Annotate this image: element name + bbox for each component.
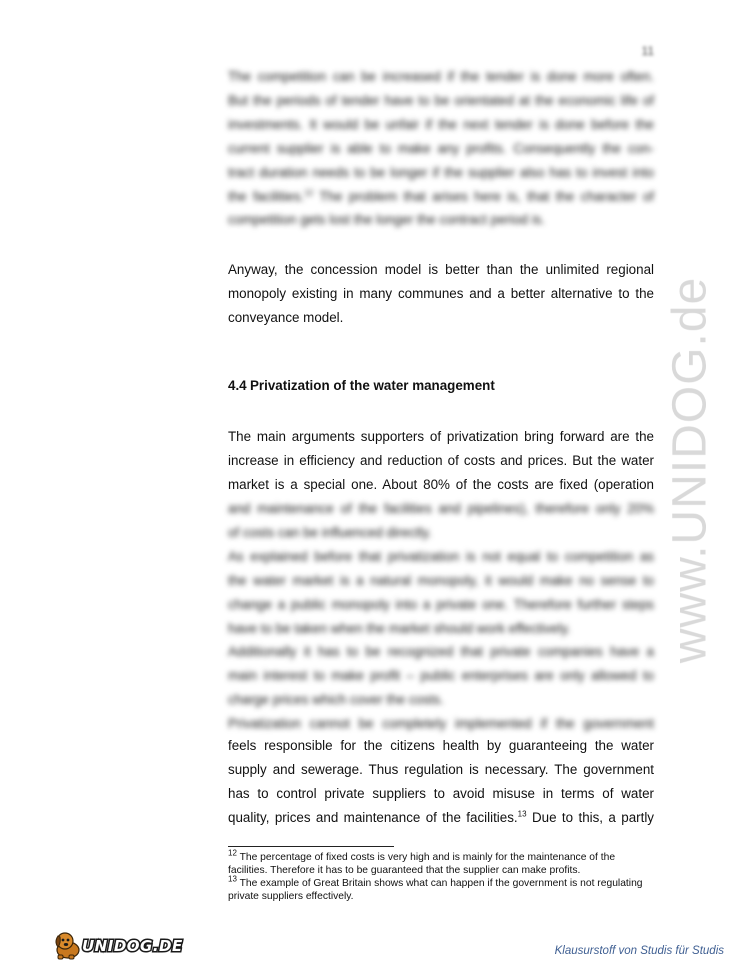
- text-fragment: The problem that arises here is, that the character of: [313, 188, 654, 204]
- footnote-text: The percentage of fixed costs is very high and is mainly for the maintenance of the facilities. Therefore it has to be guaranteed that the supplier can make profits.: [228, 852, 616, 876]
- text-line: market is a special one. About 80% of the costs are fixed (operation: [228, 476, 654, 492]
- text-line: current supplier is able to make any profits. Consequently the con-: [228, 140, 654, 156]
- text-line: have to be taken when the market should work effectively.: [228, 620, 571, 636]
- text-line: As explained before that privatization is not equal to competition as: [228, 548, 654, 564]
- paragraph-privatization-start: [228, 425, 654, 497]
- text-line: The competition can be increased if the tender is done more often.: [228, 69, 654, 84]
- text-line: change a public monopoly into a private one. Therefore further steps: [228, 596, 654, 612]
- text-line: [228, 185, 654, 209]
- text-line: of costs can be influenced directly.: [228, 524, 432, 540]
- text-line: investments. It would be unfair if the next tender is done before the: [228, 116, 654, 132]
- text-line: has to control private suppliers to avoid misuse in terms of water: [228, 785, 654, 801]
- text-line: Privatization cannot be completely implemented if the government: [228, 716, 654, 732]
- paragraph-text: Anyway, the concession model is better than the unlimited regional monopoly existing in many communes and a better alternative to the conveyance model.: [228, 262, 654, 325]
- footnote-number: 13: [228, 874, 237, 884]
- section-title: Privatization of the water management: [250, 378, 495, 393]
- text-line: tract duration needs to be longer if the supplier also has to invest into: [228, 164, 654, 180]
- text-line: supply and sewerage. Thus regulation is necessary. The government: [228, 761, 654, 777]
- footnotes: [228, 848, 654, 903]
- text-line: the water market is a natural monopoly, it would make no sense to: [228, 572, 654, 588]
- paragraph-concession: [228, 258, 654, 330]
- text-line: charge prices which cover the costs.: [228, 692, 444, 708]
- text-line: main interest to make profit – public enterprises are only allowed to: [228, 668, 654, 684]
- text-line: competition gets lost the longer the contract period is.: [228, 212, 546, 228]
- logo-text: UNIDOG.DE: [82, 937, 183, 955]
- footnote-ref[interactable]: 12: [304, 188, 314, 198]
- footnote-divider: [228, 846, 394, 847]
- paragraph-privatization-blurred: [228, 497, 654, 736]
- dog-icon: [52, 928, 86, 962]
- footer-tagline: Klausurstoff von Studis für Studis: [554, 945, 724, 957]
- text-line: feels responsible for the citizens health by guaranteeing the water: [228, 738, 654, 753]
- footnote-12: [228, 848, 654, 877]
- text-line: and maintenance of the facilities and pipelines), therefore only 20%: [228, 501, 654, 516]
- text-fragment: quality, prices and maintenance of the facilities.: [228, 809, 518, 825]
- text-line: Additionally it has to be recognized that private companies have a: [228, 644, 654, 660]
- footnote-13: [228, 874, 654, 903]
- paragraph-privatization-end: [228, 734, 654, 830]
- watermark: www.UNIDOG.de: [663, 276, 717, 664]
- page-number: 11: [641, 44, 654, 58]
- section-heading: [228, 378, 654, 393]
- text-fragment: the facilities.: [228, 188, 305, 204]
- footnote-ref[interactable]: 13: [517, 809, 527, 819]
- text-line: But the periods of tender have to be orientated at the economic life of: [228, 92, 654, 108]
- text-fragment: Due to this, a partly: [526, 809, 654, 825]
- text-line: The main arguments supporters of privatization bring forward are the: [228, 429, 654, 444]
- text-line: increase in efficiency and reduction of costs and prices. But the water: [228, 452, 654, 468]
- footnote-text: The example of Great Britain shows what can happen if the government is not regulating private suppliers effectively.: [228, 878, 643, 902]
- text-line: [228, 806, 654, 830]
- footnote-number: 12: [228, 848, 237, 858]
- unidog-logo[interactable]: [52, 928, 183, 962]
- section-number: 4.4: [228, 378, 247, 393]
- paragraph-competition: [228, 65, 654, 232]
